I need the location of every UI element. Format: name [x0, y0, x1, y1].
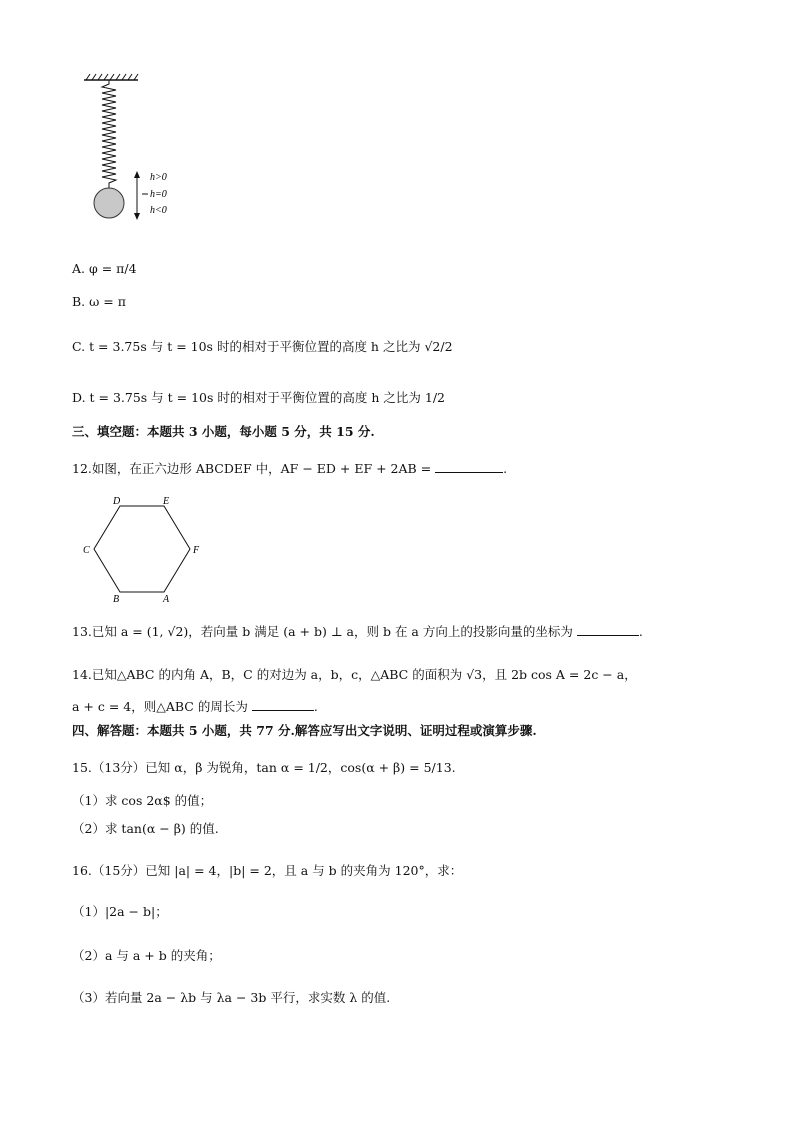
- vertex-e-label: E: [163, 496, 170, 507]
- option-c-text: C. t = 3.75s 与 t = 10s 时的相对于平衡位置的高度 h 之比为: [72, 339, 421, 354]
- vertex-a-label: A: [163, 594, 170, 604]
- section-3-heading: 三、填空题：本题共 3 小题，每小题 5 分，共 15 分.: [72, 424, 375, 439]
- label-h-negative: h<0: [150, 205, 167, 216]
- question-16-part-3: （3）若向量 2a − λb 与 λa − 3b 平行，求实数 λ 的值.: [72, 990, 391, 1005]
- question-12: 12.如图，在正六边形 ABCDEF 中，AF − ED + EF + 2AB = .: [72, 458, 507, 478]
- option-b: B. ω = π: [72, 294, 126, 309]
- option-c-value: √2/2: [424, 339, 453, 354]
- arrow-down-icon: [134, 213, 140, 220]
- question-15-part-1: （1）求 cos 2α$ 的值；: [72, 793, 213, 808]
- section-4-heading: 四、解答题：本题共 5 小题，共 77 分.解答应写出文字说明、证明过程或演算步骤.: [72, 723, 537, 738]
- label-h-positive: h>0: [150, 172, 167, 183]
- vertex-d-label: D: [113, 496, 121, 507]
- vertex-b-label: B: [113, 594, 120, 604]
- option-a: A. φ = π/4: [72, 261, 137, 276]
- arrow-up-icon: [134, 171, 140, 178]
- hexagon: [94, 506, 190, 592]
- label-h-zero: h=0: [150, 189, 167, 200]
- question-16-part-1: （1）|2a − b|；: [72, 904, 168, 919]
- answer-blank-14[interactable]: [252, 696, 314, 711]
- question-15-part-2: （2）求 tan(α − β) 的值.: [72, 821, 219, 836]
- question-15-stem: 15.（13分）已知 α，β 为锐角，tan α = 1/2，cos(α + β) = 5/13.: [72, 760, 456, 775]
- question-16-stem: 16.（15分）已知 |a| = 4，|b| = 2，且 a 与 b 的夹角为 120°，求：: [72, 863, 463, 878]
- ceiling-hatch: [86, 74, 138, 80]
- option-d-text: D. t = 3.75s 与 t = 10s 时的相对于平衡位置的高度 h 之比为: [72, 390, 421, 405]
- vertex-f-label: F: [193, 545, 200, 556]
- question-14-text: a + c = 4，则△ABC 的周长为: [72, 699, 248, 714]
- option-d: [72, 389, 445, 407]
- question-12-text: 12.如图，在正六边形 ABCDEF 中，AF − ED + EF + 2AB =: [72, 461, 432, 476]
- option-c: [72, 338, 453, 356]
- question-14-line-2: a + c = 4，则△ABC 的周长为 .: [72, 696, 318, 716]
- vertex-c-label: C: [83, 545, 90, 556]
- answer-blank-13[interactable]: [577, 621, 639, 636]
- answer-blank-12[interactable]: [435, 458, 503, 473]
- question-16-part-2: （2）a 与 a + b 的夹角；: [72, 948, 221, 963]
- question-13-text: 13.已知 a = (1, √2)，若向量 b 满足 (a + b) ⊥ a，则 b 在 a 方向上的投影向量的坐标为: [72, 624, 573, 639]
- option-d-value: 1/2: [424, 390, 446, 405]
- question-13: 13.已知 a = (1, √2)，若向量 b 满足 (a + b) ⊥ a，则 b 在 a 方向上的投影向量的坐标为 .: [72, 621, 643, 641]
- hexagon-figure: [80, 492, 205, 604]
- question-14-line-1: 14.已知△ABC 的内角 A，B，C 的对边为 a，b，c，△ABC 的面积为 √3，且 2b cos A = 2c − a，: [72, 667, 637, 682]
- ball: [94, 188, 124, 218]
- spring-figure: [80, 70, 190, 225]
- spring-coil: [102, 80, 116, 188]
